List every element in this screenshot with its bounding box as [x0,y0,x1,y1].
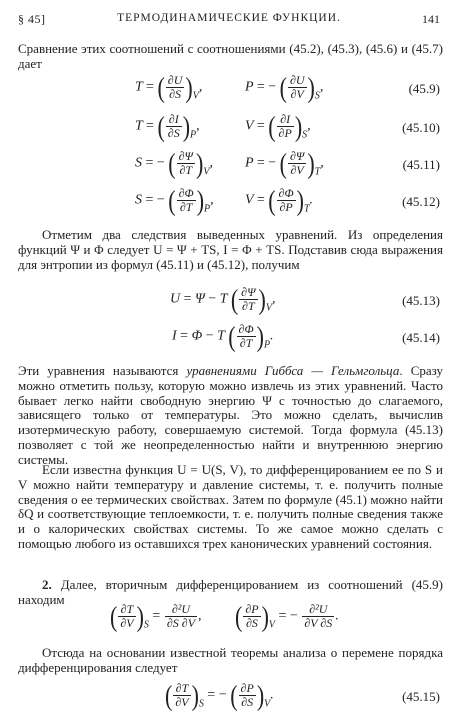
equation-45-11: S = − ( $\frac{\partial\Psi}{\partial T}$ )$_V$, P = − ( $\frac{\partial\Psi}{\partial V}$ )$_T$, (45.11) [135,146,440,180]
equation-45-9: T = ( $\frac{\partial U}{\partial S}$ )$_V$, P = − ( $\frac{\partial U}{\partial V}$ )$_S$, (45.9) [135,70,440,104]
running-title: ТЕРМОДИНАМИЧЕСКИЕ ФУНКЦИИ. [117,12,341,24]
equation-number: (45.12) [402,194,440,209]
paragraph-gibbs-helmholtz [18,364,443,468]
equation-45-13: U = Ψ − T ( $\frac{\partial\Psi}{\partial T}$ )$_V$, (45.13) [170,282,440,316]
equation-number: (45.13) [402,293,440,308]
equation-number: (45.14) [402,330,440,345]
equation-number: (45.10) [402,120,440,135]
equation-number: (45.11) [402,157,440,172]
equation-45-10: T = ( $\frac{\partial I}{\partial S}$ )$_P$, V = ( $\frac{\partial I}{\partial P}$ )$_S$, (45.10) [135,109,440,143]
paragraph-consequences: Отметим два следствия выведенных уравнений. Из определения функций Ψ и Φ следует U = Ψ + TS, I = Φ + TS. Подставив сюда выражения для энтропии из формул (45.11) и (45.12), получим [18,227,443,272]
text-run: Далее, вторичным дифференцированием из соотношений (45.9) находим [18,577,443,607]
text-run: Эти уравнения называются [18,363,187,378]
text-run: . Сразу можно отметить пользу, которую можно извлечь из этих уравнений. Часто бывает легко найти свободную энергию Ψ с точностью до слагаемого, зависящего только от температуры. Это можно сделать, вычислив изотермическую работу, совершаемую системой. Тогда формула (45.13) позволяет с той же неопределенностью найти и внутреннюю энергию системы. [18,363,443,467]
section-marker: § 45] [18,12,46,26]
paragraph-known-function: Если известна функция U = U(S, V), то дифференцированием ее по S и V можно найти температуру и давление системы, т. е. получить полные сведения о ее термических свойствах. Затем по формуле (45.1) можно найти δQ и соответствующие теплоемкости, т. е. получить полные сведения также и о калорических свойствах системы. То же самое можно сделать с помощью любого из оставшихся трех канонических уравнений состояния. [18,462,443,551]
paragraph-theorem: Отсюда на основании известной теоремы анализа о перемене порядка дифференцирования следует [18,645,443,675]
equation-number: (45.9) [408,81,440,96]
equation-45-14: I = Φ − T ( $\frac{\partial\Phi}{\partial T}$ )$_P$. (45.14) [172,319,440,353]
page-number: 141 [422,12,440,26]
emphasized-term: уравнениями Гиббса — Гельмгольца [186,363,400,378]
item-number: 2. [42,577,52,592]
intro-paragraph: Сравнение этих соотношений с соотношениями (45.2), (45.3), (45.6) и (45.7) дает [18,41,443,71]
equation-45-12: S = − ( $\frac{\partial\Phi}{\partial T}$ )$_P$, V = ( $\frac{\partial\Phi}{\partial P}$ )$_T$. (45.12) [135,183,440,217]
equation-45-15: ( $\frac{\partial T}{\partial V}$ )$_S$ = − ( $\frac{\partial P}{\partial S}$ )$_V$. (45.15) [165,678,440,712]
equation-second-derivatives: ( $\frac{\partial T}{\partial V}$ )$_S$ = $\frac{\text{∂²U}}{\partial S \partial V}$ , ( $\frac{\partial P}{\partial S}$ )$_V$ = − $\frac{\text{∂²U}}{\partial V \partial S}$ . [110,599,339,633]
equation-number: (45.15) [402,689,440,704]
